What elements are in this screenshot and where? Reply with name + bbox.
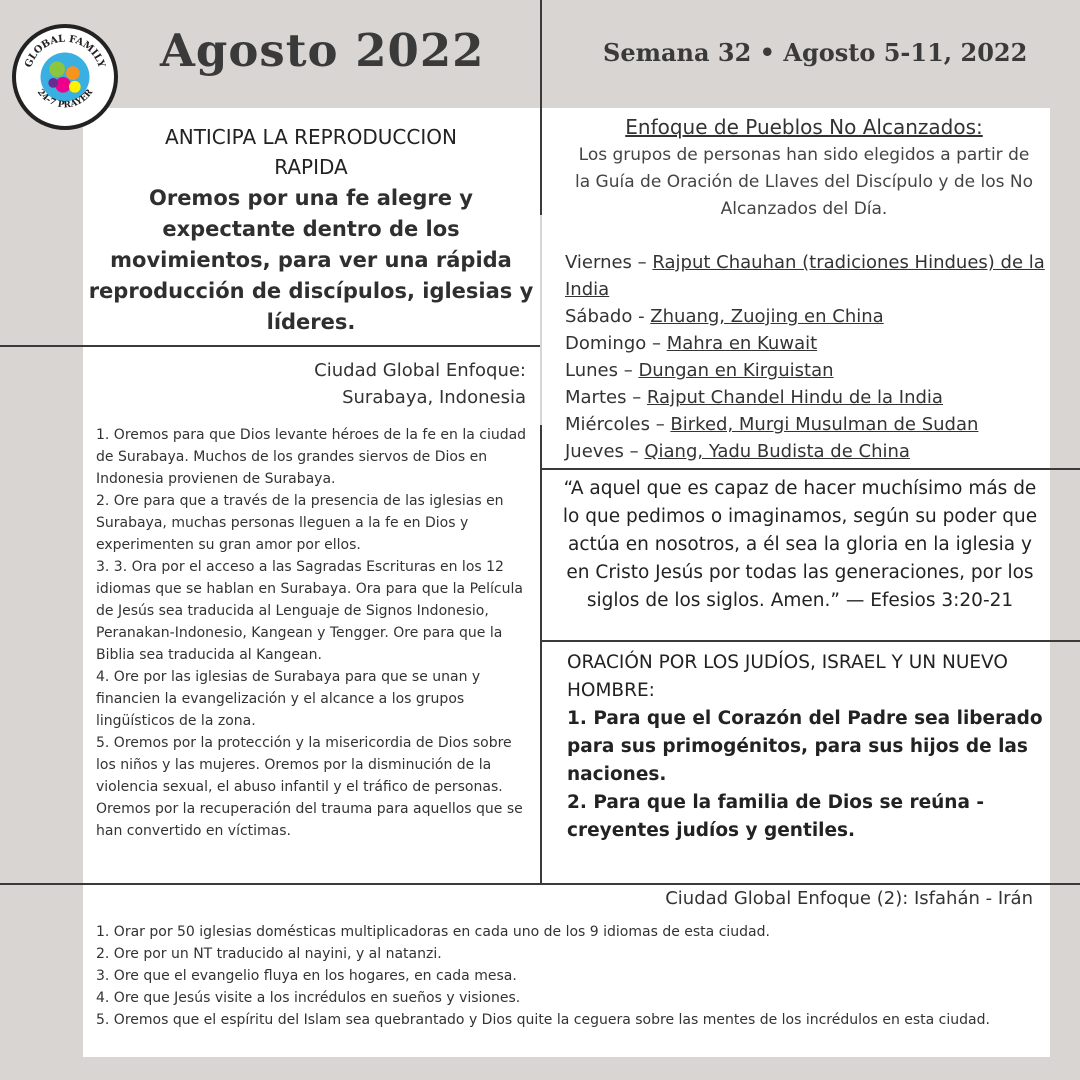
list-item (565, 249, 1045, 303)
list-item (565, 411, 1045, 438)
focus-body: Oremos por una fe alegre y expectante dentro de los movimientos, para ver una rápida reproducción de discípulos, iglesias y líderes. (88, 186, 534, 334)
people-link[interactable]: Rajput Chauhan (tradiciones Hindues) de la India (565, 252, 1045, 300)
day-label: Jueves – (565, 441, 645, 462)
israel-prayer (567, 649, 1043, 845)
day-label: Viernes – (565, 252, 653, 273)
list-item: 1. Orar por 50 iglesias domésticas multiplicadoras en cada uno de los 9 idiomas de esta ciudad. (96, 924, 770, 940)
list-item: 3. Ore que el evangelio fluya en los hogares, en cada mesa. (96, 968, 517, 984)
list-item: 2. Para que la familia de Dios se reúna - creyentes judíos y gentiles. (567, 792, 985, 841)
people-link[interactable]: Birked, Murgi Musulman de Sudan (670, 414, 979, 435)
list-item: 1. Oremos para que Dios levante héroes de la fe en la ciudad de Surabaya. Muchos de los grandes siervos de Dios en Indonesia provienen de Surabaya. (96, 427, 527, 487)
list-item: 1. Para que el Corazón del Padre sea liberado para sus primogénitos, para sus hijos de las naciones. (567, 708, 1043, 785)
list-item (565, 384, 1045, 411)
list-item (565, 438, 1045, 465)
city1-heading (240, 357, 526, 411)
people-link[interactable]: Mahra en Kuwait (666, 333, 818, 354)
svg-text:GLOBAL FAMILY: GLOBAL FAMILY (23, 33, 107, 70)
city1-heading-line1: Ciudad Global Enfoque: (314, 360, 526, 381)
left-divider (0, 345, 540, 347)
list-item: 5. Oremos por la protección y la misericordia de Dios sobre los niños y las mujeres. Oremos por la disminución de la violencia sexual, el abuso infantil y el tráfico de personas. Oremos por la recuperación del trauma para aquellos que se han convertido en víctimas. (96, 735, 523, 839)
israel-heading: ORACIÓN POR LOS JUDÍOS, ISRAEL Y UN NUEVO HOMBRE: (567, 652, 1008, 701)
day-label: Martes – (565, 387, 647, 408)
unreached-days-list (565, 249, 1045, 465)
list-item: 4. Ore por las iglesias de Surabaya para que se unan y financien la evangelización y el alcance a los grupos lingüísticos de la zona. (96, 669, 481, 729)
list-item (565, 303, 1045, 330)
unreached-description: Los grupos de personas han sido elegidos a partir de la Guía de Oración de Llaves del Discípulo y de los No Alcanzados del Día. (575, 145, 1034, 219)
focus-title-line1: ANTICIPA LA REPRODUCCION (165, 125, 457, 149)
bottom-divider (0, 883, 1080, 885)
global-family-logo (12, 24, 118, 130)
city1-prayer-list (96, 424, 530, 842)
city2-heading: Ciudad Global Enfoque (2): Isfahán - Irán (665, 888, 1033, 909)
day-label: Lunes – (565, 360, 639, 381)
people-link[interactable]: Zhuang, Zuojing en China (650, 306, 884, 327)
list-item: 2. Ore por un NT traducido al nayini, y al natanzi. (96, 946, 442, 962)
scripture-verse: “A aquel que es capaz de hacer muchísimo más de lo que pedimos o imaginamos, según su poder que actúa en nosotros, a él sea la gloria en la iglesia y en Cristo Jesús por todas las generaciones, por los siglos de los siglos. Amen.” — Efesios 3:20-21 (562, 478, 1038, 611)
day-label: Miércoles – (565, 414, 671, 435)
people-link[interactable]: Dungan en Kirguistan (638, 360, 834, 381)
focus-title (85, 122, 537, 182)
focus-title-line2: RAPIDA (274, 155, 348, 179)
unreached-title: Enfoque de Pueblos No Alcanzados: (625, 115, 983, 139)
list-item: 2. Ore para que a través de la presencia de las iglesias en Surabaya, muchas personas lleguen a la fe en Dios y experimenten su gran amor por ellos. (96, 493, 504, 553)
svg-text:24-7 PRAYER: 24-7 PRAYER (34, 87, 96, 111)
list-item (565, 330, 1045, 357)
column-divider (540, 425, 542, 883)
day-label: Domingo – (565, 333, 667, 354)
week-title: Semana 32 • Agosto 5-11, 2022 (603, 38, 1028, 67)
list-item (565, 357, 1045, 384)
list-item: 5. Oremos que el espíritu del Islam sea quebrantado y Dios quite la ceguera sobre las mentes de los incrédulos en esta ciudad. (96, 1012, 990, 1028)
list-item: 4. Ore que Jesús visite a los incrédulos en sueños y visiones. (96, 990, 521, 1006)
month-title: Agosto 2022 (160, 24, 485, 77)
header-divider (540, 0, 542, 215)
list-item: 3. 3. Ora por el acceso a las Sagradas Escrituras en los 12 idiomas que se hablan en Surabaya. Ora para que la Película de Jesús sea traducida al Lenguaje de Signos Indonesio, Peranakan-Indonesio, Kangean y Tengger. Ore para que la Biblia sea traducida al Kangean. (96, 559, 523, 663)
logo-globe-icon (16, 28, 114, 126)
people-link[interactable]: Rajput Chandel Hindu de la India (646, 387, 943, 408)
verse-top-divider (540, 468, 1080, 470)
people-link[interactable]: Qiang, Yadu Budista de China (644, 441, 910, 462)
day-label: Sábado - (565, 306, 651, 327)
city1-heading-line2: Surabaya, Indonesia (342, 387, 526, 408)
city2-prayer-list (96, 921, 1036, 1031)
verse-bottom-divider (540, 640, 1080, 642)
